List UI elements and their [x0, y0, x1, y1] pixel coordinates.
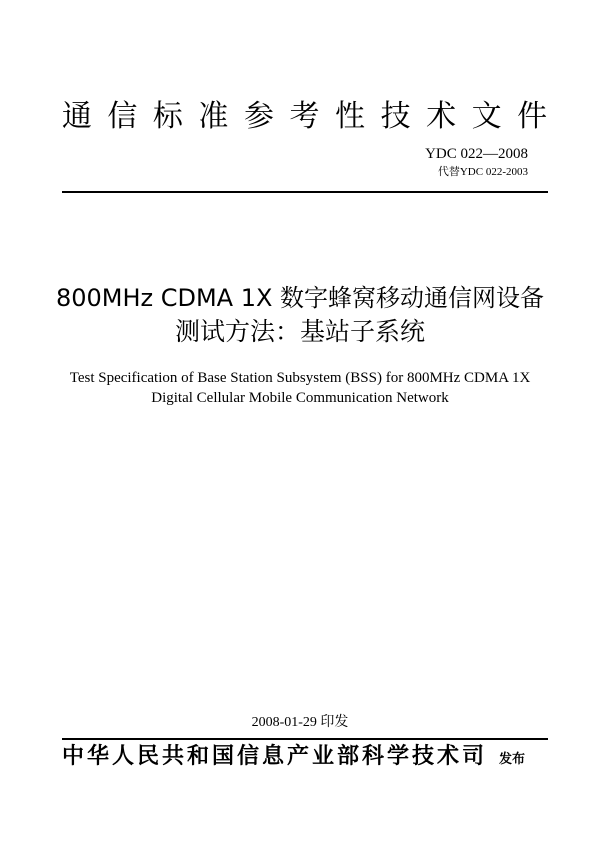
footer-divider	[62, 738, 548, 740]
print-date: 2008-01-29 印发	[251, 715, 349, 730]
issuer-line	[62, 744, 525, 770]
issue-label: 发布	[499, 752, 526, 767]
english-title-line-2: Digital Cellular Mobile Communication Network	[151, 390, 449, 406]
replaced-standard-code: 代替YDC 022-2003	[437, 166, 528, 178]
chinese-title-line-2: 测试方法：基站子系统	[174, 317, 425, 346]
chinese-title-line-1: 800MHz CDMA 1X 数字蜂窝移动通信网设备	[55, 284, 545, 312]
header-divider	[62, 191, 548, 193]
standard-code: YDC 022—2008	[425, 146, 528, 162]
issuing-authority: 中华人民共和国信息产业部科学技术司	[62, 744, 488, 769]
standard-type-title: 通 信 标 准 参 考 性 技 术 文 件	[61, 99, 551, 134]
english-title-line-1: Test Specification of Base Station Subsystem (BSS) for 800MHz CDMA 1X	[69, 370, 531, 386]
